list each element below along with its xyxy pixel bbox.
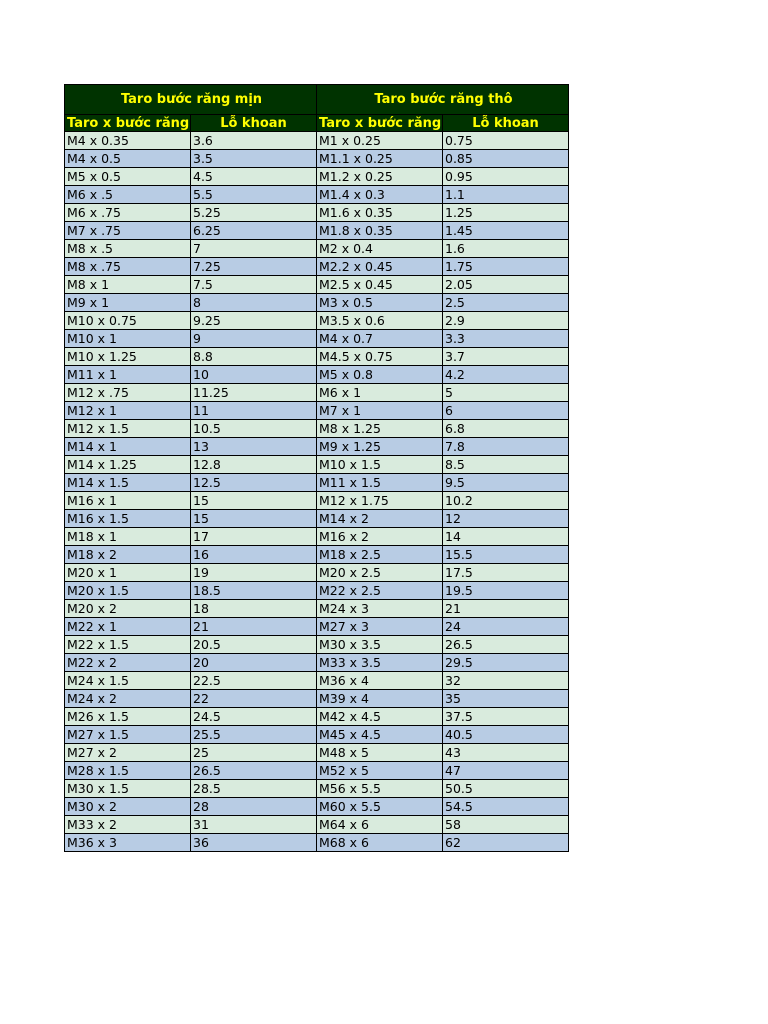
fine-tap-size-cell: M27 x 1.5	[65, 726, 191, 744]
coarse-drill-size-cell: 19.5	[443, 582, 569, 600]
coarse-drill-size-cell: 12	[443, 510, 569, 528]
coarse-tap-size-cell: M56 x 5.5	[317, 780, 443, 798]
fine-tap-size-cell: M30 x 1.5	[65, 780, 191, 798]
coarse-drill-column-header: Lỗ khoan	[443, 115, 569, 132]
coarse-drill-size-cell: 4.2	[443, 366, 569, 384]
coarse-drill-size-cell: 1.75	[443, 258, 569, 276]
table-row	[65, 492, 569, 510]
fine-tap-size-cell: M33 x 2	[65, 816, 191, 834]
coarse-drill-size-cell: 43	[443, 744, 569, 762]
coarse-tap-size-cell: M1.6 x 0.35	[317, 204, 443, 222]
coarse-drill-size-cell: 17.5	[443, 564, 569, 582]
fine-tap-size-cell: M22 x 2	[65, 654, 191, 672]
fine-tap-size-cell: M18 x 1	[65, 528, 191, 546]
fine-drill-size-cell: 12.8	[191, 456, 317, 474]
table-body	[65, 132, 569, 852]
coarse-tap-column-header: Taro x bước răng	[317, 115, 443, 132]
table-row	[65, 474, 569, 492]
coarse-drill-size-cell: 58	[443, 816, 569, 834]
table-row	[65, 744, 569, 762]
fine-tap-size-cell: M6 x .75	[65, 204, 191, 222]
fine-tap-size-cell: M12 x 1	[65, 402, 191, 420]
fine-tap-size-cell: M28 x 1.5	[65, 762, 191, 780]
coarse-tap-size-cell: M9 x 1.25	[317, 438, 443, 456]
table-row	[65, 708, 569, 726]
coarse-tap-size-cell: M10 x 1.5	[317, 456, 443, 474]
coarse-tap-size-cell: M7 x 1	[317, 402, 443, 420]
fine-tap-size-cell: M6 x .5	[65, 186, 191, 204]
fine-drill-size-cell: 13	[191, 438, 317, 456]
table-row	[65, 132, 569, 150]
table-row	[65, 528, 569, 546]
coarse-tap-size-cell: M48 x 5	[317, 744, 443, 762]
coarse-drill-size-cell: 54.5	[443, 798, 569, 816]
coarse-drill-size-cell: 21	[443, 600, 569, 618]
tap-drill-sheet	[64, 84, 568, 852]
coarse-drill-size-cell: 6.8	[443, 420, 569, 438]
fine-drill-size-cell: 28.5	[191, 780, 317, 798]
table-row	[65, 600, 569, 618]
coarse-drill-size-cell: 32	[443, 672, 569, 690]
table-row	[65, 690, 569, 708]
fine-drill-size-cell: 5.25	[191, 204, 317, 222]
coarse-drill-size-cell: 3.3	[443, 330, 569, 348]
coarse-drill-size-cell: 47	[443, 762, 569, 780]
fine-drill-size-cell: 18.5	[191, 582, 317, 600]
coarse-tap-size-cell: M20 x 2.5	[317, 564, 443, 582]
fine-thread-header: Taro bước răng mịn	[65, 85, 317, 115]
coarse-tap-size-cell: M1.8 x 0.35	[317, 222, 443, 240]
coarse-tap-size-cell: M33 x 3.5	[317, 654, 443, 672]
table-row	[65, 420, 569, 438]
coarse-drill-size-cell: 2.5	[443, 294, 569, 312]
table-row	[65, 366, 569, 384]
table-row	[65, 672, 569, 690]
table-row	[65, 618, 569, 636]
fine-drill-size-cell: 26.5	[191, 762, 317, 780]
coarse-drill-size-cell: 29.5	[443, 654, 569, 672]
fine-drill-size-cell: 9.25	[191, 312, 317, 330]
coarse-tap-size-cell: M3.5 x 0.6	[317, 312, 443, 330]
coarse-tap-size-cell: M36 x 4	[317, 672, 443, 690]
coarse-tap-size-cell: M52 x 5	[317, 762, 443, 780]
fine-tap-size-cell: M14 x 1	[65, 438, 191, 456]
table-row	[65, 780, 569, 798]
coarse-drill-size-cell: 40.5	[443, 726, 569, 744]
fine-tap-size-cell: M14 x 1.5	[65, 474, 191, 492]
coarse-tap-size-cell: M5 x 0.8	[317, 366, 443, 384]
coarse-tap-size-cell: M4.5 x 0.75	[317, 348, 443, 366]
table-row	[65, 798, 569, 816]
fine-drill-column-header: Lỗ khoan	[191, 115, 317, 132]
fine-tap-size-cell: M5 x 0.5	[65, 168, 191, 186]
table-row	[65, 636, 569, 654]
coarse-drill-size-cell: 6	[443, 402, 569, 420]
fine-drill-size-cell: 3.5	[191, 150, 317, 168]
coarse-tap-size-cell: M14 x 2	[317, 510, 443, 528]
coarse-tap-size-cell: M2.2 x 0.45	[317, 258, 443, 276]
coarse-drill-size-cell: 0.85	[443, 150, 569, 168]
coarse-tap-size-cell: M42 x 4.5	[317, 708, 443, 726]
coarse-drill-size-cell: 0.95	[443, 168, 569, 186]
fine-drill-size-cell: 25.5	[191, 726, 317, 744]
fine-tap-size-cell: M20 x 1.5	[65, 582, 191, 600]
fine-drill-size-cell: 19	[191, 564, 317, 582]
fine-tap-size-cell: M18 x 2	[65, 546, 191, 564]
fine-drill-size-cell: 16	[191, 546, 317, 564]
table-row	[65, 186, 569, 204]
coarse-tap-size-cell: M27 x 3	[317, 618, 443, 636]
coarse-tap-size-cell: M22 x 2.5	[317, 582, 443, 600]
coarse-drill-size-cell: 5	[443, 384, 569, 402]
fine-tap-size-cell: M8 x 1	[65, 276, 191, 294]
fine-tap-size-cell: M12 x 1.5	[65, 420, 191, 438]
fine-drill-size-cell: 20	[191, 654, 317, 672]
column-header-row	[65, 115, 569, 132]
coarse-tap-size-cell: M1.1 x 0.25	[317, 150, 443, 168]
coarse-drill-size-cell: 1.45	[443, 222, 569, 240]
table-row	[65, 510, 569, 528]
coarse-tap-size-cell: M8 x 1.25	[317, 420, 443, 438]
coarse-drill-size-cell: 2.9	[443, 312, 569, 330]
table-row	[65, 402, 569, 420]
coarse-drill-size-cell: 35	[443, 690, 569, 708]
fine-drill-size-cell: 10	[191, 366, 317, 384]
table-row	[65, 240, 569, 258]
fine-drill-size-cell: 36	[191, 834, 317, 852]
fine-tap-size-cell: M9 x 1	[65, 294, 191, 312]
fine-drill-size-cell: 3.6	[191, 132, 317, 150]
fine-tap-size-cell: M30 x 2	[65, 798, 191, 816]
tap-drill-table	[64, 84, 569, 852]
fine-tap-size-cell: M16 x 1	[65, 492, 191, 510]
table-row	[65, 654, 569, 672]
table-row	[65, 834, 569, 852]
fine-drill-size-cell: 12.5	[191, 474, 317, 492]
coarse-drill-size-cell: 3.7	[443, 348, 569, 366]
fine-tap-column-header: Taro x bước răng	[65, 115, 191, 132]
table-row	[65, 582, 569, 600]
fine-drill-size-cell: 24.5	[191, 708, 317, 726]
fine-tap-size-cell: M4 x 0.35	[65, 132, 191, 150]
fine-tap-size-cell: M10 x 1	[65, 330, 191, 348]
coarse-tap-size-cell: M1 x 0.25	[317, 132, 443, 150]
table-row	[65, 456, 569, 474]
table-row	[65, 276, 569, 294]
coarse-tap-size-cell: M2.5 x 0.45	[317, 276, 443, 294]
fine-tap-size-cell: M12 x .75	[65, 384, 191, 402]
fine-drill-size-cell: 22	[191, 690, 317, 708]
fine-drill-size-cell: 5.5	[191, 186, 317, 204]
coarse-tap-size-cell: M39 x 4	[317, 690, 443, 708]
fine-drill-size-cell: 7	[191, 240, 317, 258]
fine-tap-size-cell: M22 x 1	[65, 618, 191, 636]
table-row	[65, 384, 569, 402]
coarse-tap-size-cell: M1.4 x 0.3	[317, 186, 443, 204]
fine-drill-size-cell: 15	[191, 492, 317, 510]
coarse-drill-size-cell: 9.5	[443, 474, 569, 492]
fine-drill-size-cell: 6.25	[191, 222, 317, 240]
fine-tap-size-cell: M10 x 1.25	[65, 348, 191, 366]
table-row	[65, 564, 569, 582]
table-row	[65, 204, 569, 222]
fine-drill-size-cell: 4.5	[191, 168, 317, 186]
table-row	[65, 168, 569, 186]
coarse-drill-size-cell: 24	[443, 618, 569, 636]
fine-drill-size-cell: 10.5	[191, 420, 317, 438]
fine-tap-size-cell: M16 x 1.5	[65, 510, 191, 528]
coarse-tap-size-cell: M45 x 4.5	[317, 726, 443, 744]
fine-drill-size-cell: 31	[191, 816, 317, 834]
coarse-tap-size-cell: M4 x 0.7	[317, 330, 443, 348]
table-row	[65, 258, 569, 276]
fine-drill-size-cell: 25	[191, 744, 317, 762]
fine-tap-size-cell: M24 x 2	[65, 690, 191, 708]
fine-drill-size-cell: 7.25	[191, 258, 317, 276]
coarse-drill-size-cell: 1.6	[443, 240, 569, 258]
coarse-drill-size-cell: 0.75	[443, 132, 569, 150]
fine-tap-size-cell: M8 x .75	[65, 258, 191, 276]
coarse-tap-size-cell: M60 x 5.5	[317, 798, 443, 816]
table-row	[65, 150, 569, 168]
coarse-drill-size-cell: 14	[443, 528, 569, 546]
coarse-drill-size-cell: 10.2	[443, 492, 569, 510]
fine-tap-size-cell: M11 x 1	[65, 366, 191, 384]
group-header-row	[65, 85, 569, 115]
fine-tap-size-cell: M20 x 1	[65, 564, 191, 582]
table-row	[65, 546, 569, 564]
table-row	[65, 312, 569, 330]
fine-tap-size-cell: M24 x 1.5	[65, 672, 191, 690]
coarse-drill-size-cell: 62	[443, 834, 569, 852]
fine-drill-size-cell: 22.5	[191, 672, 317, 690]
coarse-tap-size-cell: M24 x 3	[317, 600, 443, 618]
coarse-drill-size-cell: 2.05	[443, 276, 569, 294]
fine-tap-size-cell: M27 x 2	[65, 744, 191, 762]
coarse-drill-size-cell: 26.5	[443, 636, 569, 654]
fine-drill-size-cell: 20.5	[191, 636, 317, 654]
coarse-tap-size-cell: M6 x 1	[317, 384, 443, 402]
fine-drill-size-cell: 18	[191, 600, 317, 618]
fine-tap-size-cell: M14 x 1.25	[65, 456, 191, 474]
coarse-tap-size-cell: M16 x 2	[317, 528, 443, 546]
fine-tap-size-cell: M8 x .5	[65, 240, 191, 258]
coarse-tap-size-cell: M18 x 2.5	[317, 546, 443, 564]
coarse-drill-size-cell: 37.5	[443, 708, 569, 726]
fine-drill-size-cell: 11.25	[191, 384, 317, 402]
coarse-tap-size-cell: M3 x 0.5	[317, 294, 443, 312]
coarse-drill-size-cell: 7.8	[443, 438, 569, 456]
coarse-drill-size-cell: 8.5	[443, 456, 569, 474]
coarse-drill-size-cell: 50.5	[443, 780, 569, 798]
fine-drill-size-cell: 21	[191, 618, 317, 636]
table-row	[65, 330, 569, 348]
coarse-tap-size-cell: M30 x 3.5	[317, 636, 443, 654]
coarse-drill-size-cell: 15.5	[443, 546, 569, 564]
fine-drill-size-cell: 8	[191, 294, 317, 312]
fine-tap-size-cell: M4 x 0.5	[65, 150, 191, 168]
fine-drill-size-cell: 11	[191, 402, 317, 420]
fine-tap-size-cell: M20 x 2	[65, 600, 191, 618]
fine-tap-size-cell: M10 x 0.75	[65, 312, 191, 330]
coarse-thread-header: Taro bước răng thô	[317, 85, 569, 115]
coarse-drill-size-cell: 1.1	[443, 186, 569, 204]
table-row	[65, 726, 569, 744]
table-row	[65, 348, 569, 366]
fine-tap-size-cell: M36 x 3	[65, 834, 191, 852]
table-row	[65, 762, 569, 780]
table-row	[65, 222, 569, 240]
coarse-tap-size-cell: M64 x 6	[317, 816, 443, 834]
fine-tap-size-cell: M22 x 1.5	[65, 636, 191, 654]
fine-drill-size-cell: 17	[191, 528, 317, 546]
fine-tap-size-cell: M26 x 1.5	[65, 708, 191, 726]
coarse-tap-size-cell: M11 x 1.5	[317, 474, 443, 492]
fine-drill-size-cell: 7.5	[191, 276, 317, 294]
coarse-tap-size-cell: M12 x 1.75	[317, 492, 443, 510]
table-row	[65, 816, 569, 834]
coarse-tap-size-cell: M1.2 x 0.25	[317, 168, 443, 186]
coarse-tap-size-cell: M2 x 0.4	[317, 240, 443, 258]
coarse-tap-size-cell: M68 x 6	[317, 834, 443, 852]
fine-drill-size-cell: 15	[191, 510, 317, 528]
coarse-drill-size-cell: 1.25	[443, 204, 569, 222]
fine-tap-size-cell: M7 x .75	[65, 222, 191, 240]
fine-drill-size-cell: 8.8	[191, 348, 317, 366]
table-row	[65, 294, 569, 312]
fine-drill-size-cell: 28	[191, 798, 317, 816]
fine-drill-size-cell: 9	[191, 330, 317, 348]
table-row	[65, 438, 569, 456]
